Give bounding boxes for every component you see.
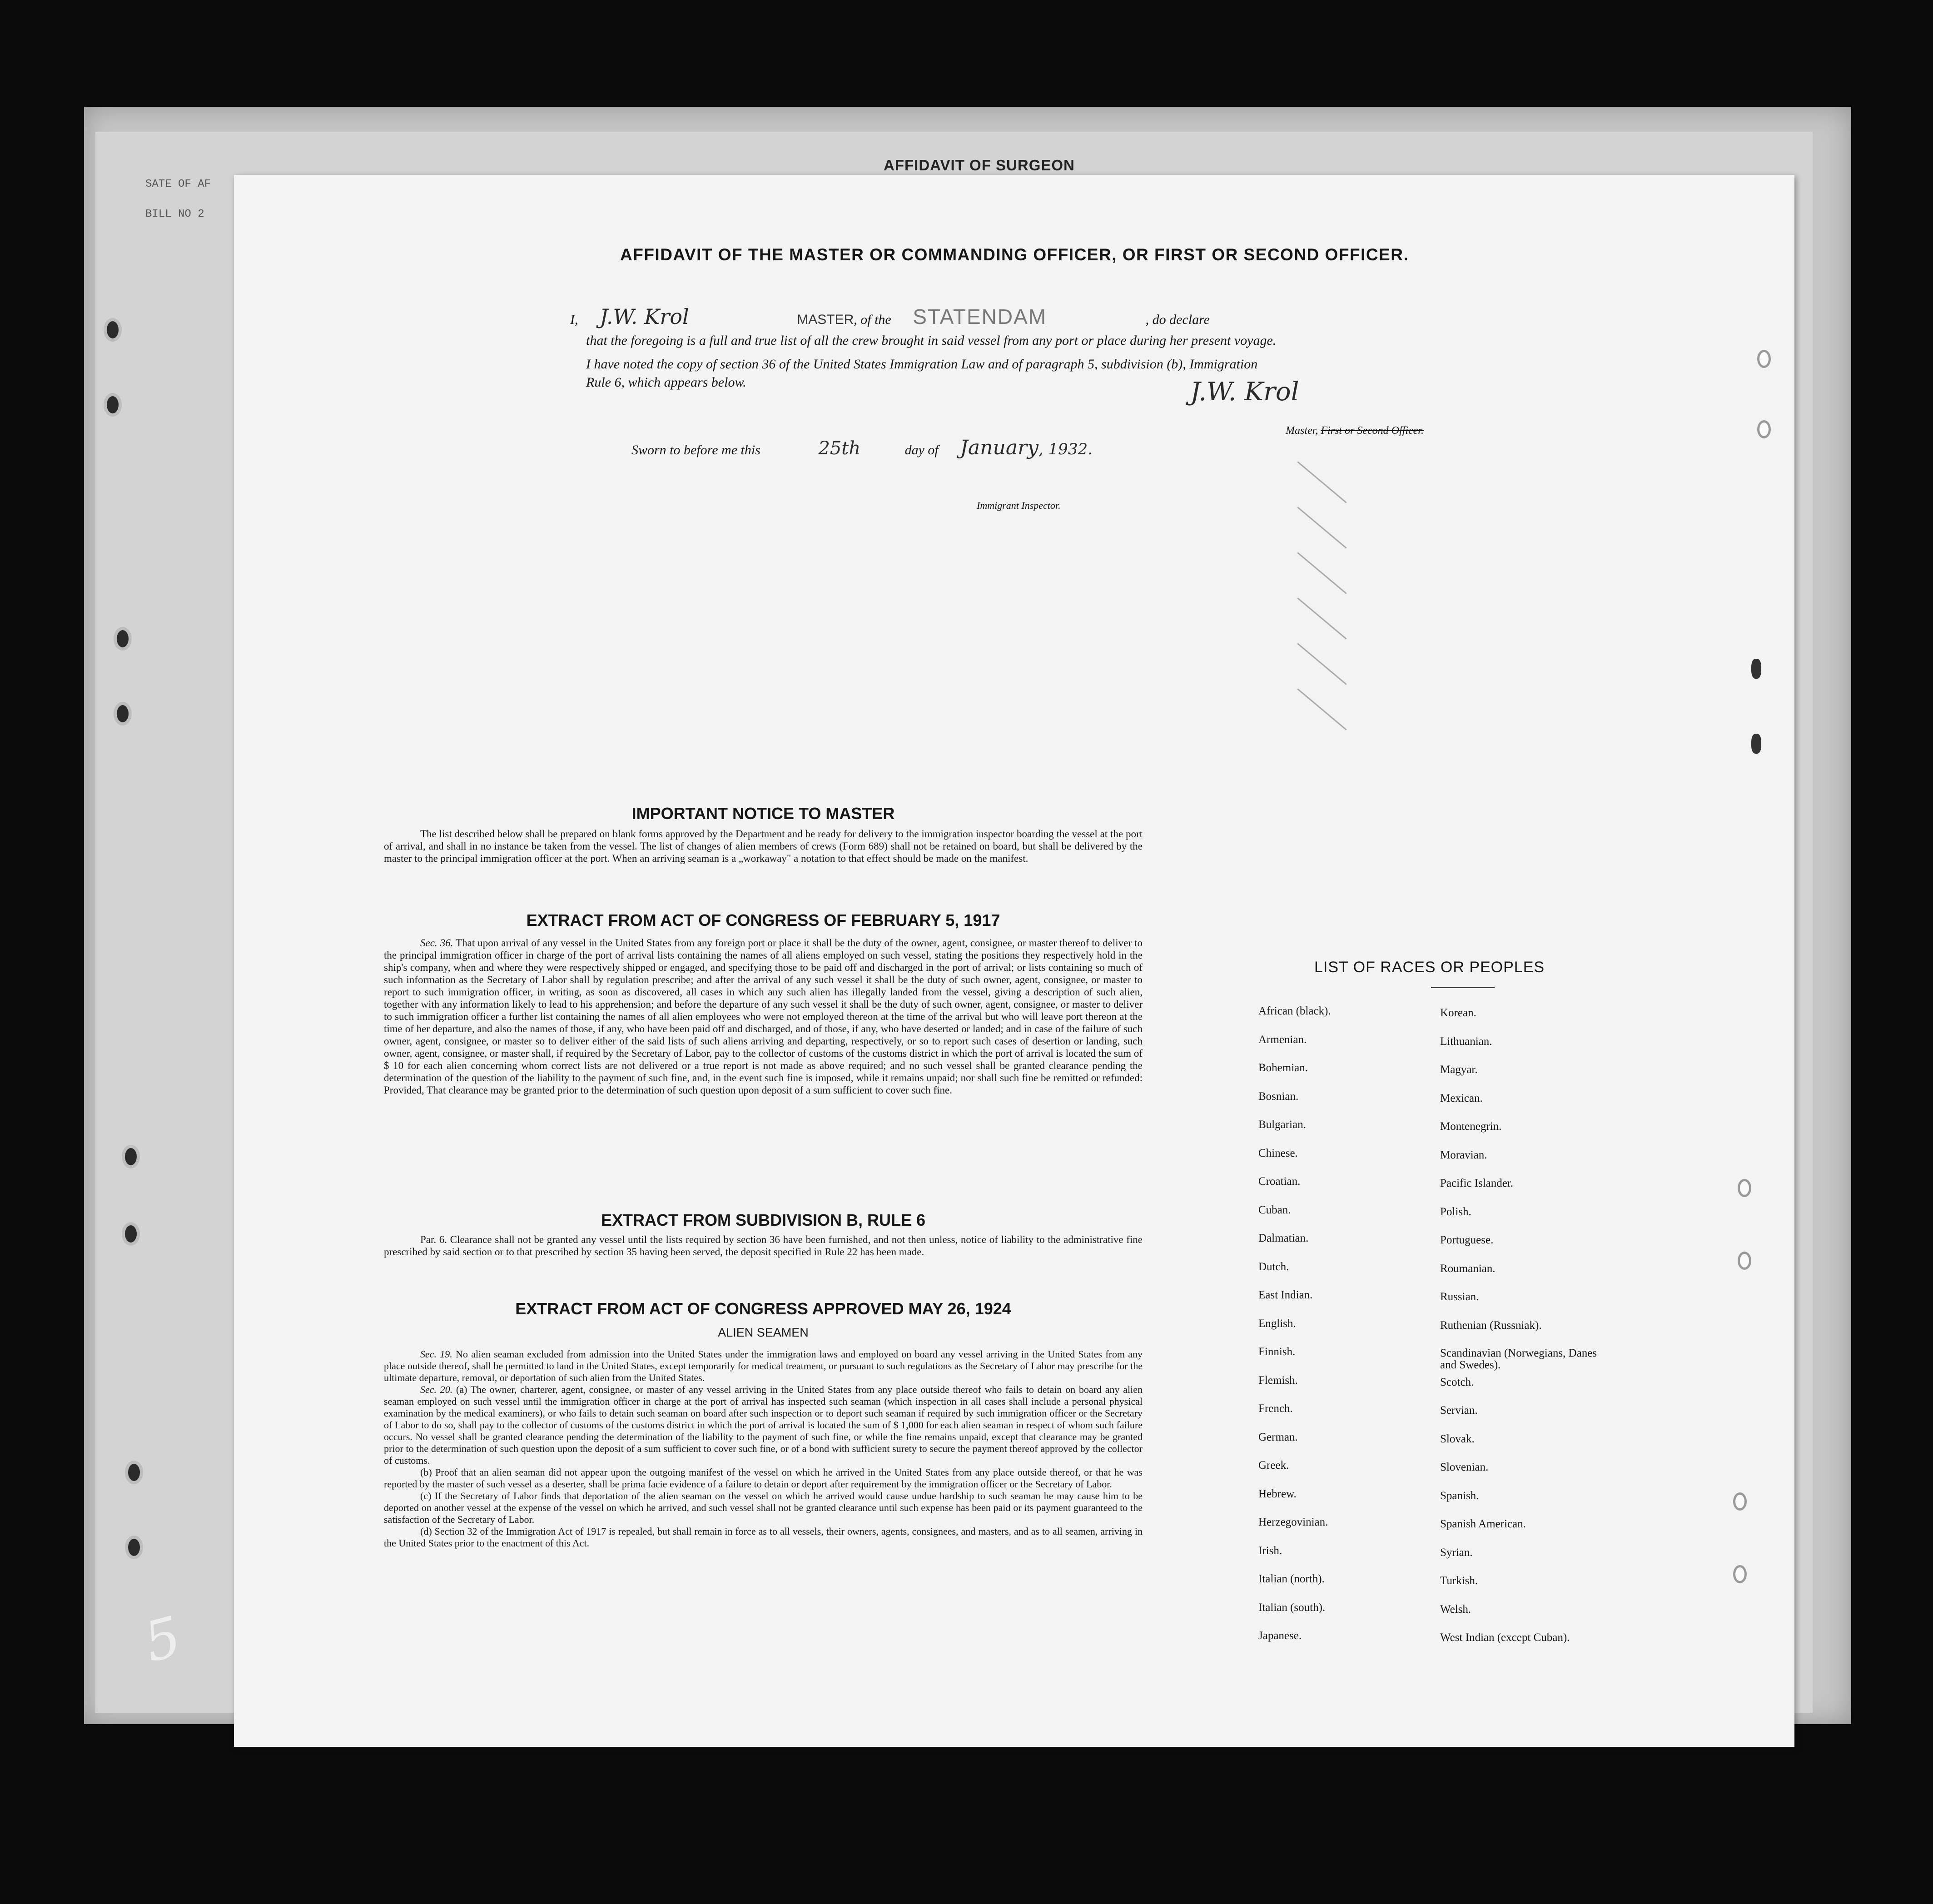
race-item: Croatian. <box>1258 1175 1301 1188</box>
of-the-label: , of the <box>854 312 891 327</box>
race-item: Slovak. <box>1440 1432 1475 1445</box>
race-item: Montenegrin. <box>1440 1120 1502 1133</box>
races-title-rule <box>1431 987 1495 988</box>
binder-hole-icon <box>104 318 122 342</box>
binder-hole-icon <box>1733 1565 1747 1583</box>
sworn-year: , 1932. <box>1038 440 1093 458</box>
race-item: Greek. <box>1258 1459 1289 1471</box>
sec-20a-para <box>384 1384 1143 1467</box>
inspector-caption: Immigrant Inspector. <box>977 500 1061 511</box>
race-item: Bosnian. <box>1258 1090 1299 1103</box>
race-item: Spanish American. <box>1440 1518 1526 1530</box>
race-item: Bulgarian. <box>1258 1119 1306 1131</box>
sec-20d-para: (d) Section 32 of the Immigration Act of 1917 is repealed, but shall remain in force as to all vessels, their owners, agents, consignees, and masters, and as to all seamen, arriving in the United States prior to the enactment of this Act. <box>384 1526 1143 1549</box>
signature-caption-master: Master, <box>1286 425 1318 437</box>
race-item: East Indian. <box>1258 1289 1313 1301</box>
race-item: Spanish. <box>1440 1489 1479 1502</box>
sec-20c-para: (c) If the Secretary of Labor finds that deportation of the alien seaman on the vessel on which he arrived would cause undue hardship to such seaman he may cause him to be deported on another vessel at the expense of the vessel on which he arrived, and such vessel shall not be granted clearance until such expense has been paid or its payment guaranteed to the satisfaction of the Secretary of Labor. <box>384 1490 1143 1525</box>
race-item: Roumanian. <box>1440 1262 1496 1275</box>
under-stamp-line-2: BILL NO 2 <box>145 208 204 220</box>
race-item: Portuguese. <box>1440 1234 1494 1246</box>
sec-19-label: Sec. 19. <box>420 1348 452 1360</box>
binder-hole-icon <box>1738 1252 1751 1270</box>
binder-hole-icon <box>1733 1492 1747 1511</box>
par-6-label: Par. 6. <box>420 1234 447 1245</box>
sworn-day-of: day of <box>904 442 939 457</box>
rank-printed: MASTER <box>797 312 854 327</box>
sworn-prefix: Sworn to before me this <box>631 442 760 457</box>
surgeon-affidavit-title: AFFIDAVIT OF SURGEON <box>884 157 1075 174</box>
sworn-month: January <box>960 436 1039 459</box>
race-item: Syrian. <box>1440 1546 1473 1559</box>
vessel-name: STATENDAM <box>913 305 1047 328</box>
binder-hole-icon <box>104 393 122 417</box>
race-item: Bohemian. <box>1258 1062 1308 1074</box>
race-item: Hebrew. <box>1258 1487 1297 1500</box>
race-item: Scotch. <box>1440 1376 1474 1388</box>
race-item: Lithuanian. <box>1440 1035 1492 1048</box>
race-item: Japanese. <box>1258 1630 1302 1642</box>
race-item: Korean. <box>1440 1007 1476 1019</box>
race-item: African (black). <box>1258 1005 1331 1017</box>
race-item: English. <box>1258 1317 1296 1330</box>
sec-36-label: Sec. 36. <box>420 937 453 949</box>
race-item: Welsh. <box>1440 1603 1471 1616</box>
important-notice-title: IMPORTANT NOTICE TO MASTER <box>631 804 895 823</box>
race-item: Moravian. <box>1440 1148 1487 1161</box>
binder-hole-icon <box>125 1461 143 1484</box>
binder-hole-icon <box>1757 350 1771 368</box>
sec-20b-para: (b) Proof that an alien seaman did not appear upon the outgoing manifest of the vessel on which he arrived in the United States from any place outside thereof, or that he was reported by the master of such vessel as a deserter, shall be prima facie evidence of a failure to detain or deport after requirement by the immigration officer or the Secretary of Labor. <box>384 1467 1143 1490</box>
race-item: Finnish. <box>1258 1346 1296 1358</box>
race-item: Chinese. <box>1258 1147 1298 1159</box>
race-item: Ruthenian (Russniak). <box>1440 1319 1542 1332</box>
race-item: Mexican. <box>1440 1092 1483 1104</box>
affidavit-line-1-prefix: I, <box>570 312 578 327</box>
extract-rule6-text <box>384 1233 1143 1258</box>
race-item: Cuban. <box>1258 1203 1291 1216</box>
binder-hole-icon <box>114 627 132 651</box>
race-item: Russian. <box>1440 1291 1479 1303</box>
race-item: Italian (south). <box>1258 1601 1326 1614</box>
affidavit-title: AFFIDAVIT OF THE MASTER OR COMMANDING OFFICER, OR FIRST OR SECOND OFFICER. <box>620 245 1409 264</box>
master-signature <box>1190 377 1381 432</box>
affidavit-line-3: I have noted the copy of section 36 of the United States Immigration Law and of paragraph 5, subdivision (b), Immigration <box>586 357 1258 372</box>
binder-hole-icon <box>1757 420 1771 438</box>
margin-handwriting: 5 <box>138 1605 188 1675</box>
race-item: French. <box>1258 1402 1293 1415</box>
binder-hole-icon <box>114 702 132 726</box>
sec-20a-body: (a) The owner, charterer, agent, consignee, or master of any vessel arriving in the United States from any place outside thereof who fails to detain on board any alien seaman employed on such vessel until the immigration officer in charge at the port of arrival has inspected such seaman (which inspection in all cases shall include a personal physical examination by the medical examiners), or who fails to detain such seaman on board after such inspection or to deport such seaman if required by such immigration officer or the Secretary of Labor to do so, shall pay to the collector of customs of the customs district in which the port of arrival is located the sum of $ 1,000 for each alien seaman in respect of whom such failure occurs. No vessel shall be granted clearance pending the determination of the liability to the payment of such fine, or while the fine remains unpaid, except that clearance may be granted prior to the determination of such question upon the deposit of a sum sufficient to cover such fine, or of a bond with sufficient surety to secure the payment thereof approved by the collector of customs. <box>384 1384 1143 1466</box>
race-item: German. <box>1258 1431 1298 1443</box>
extract-1924-subtitle: ALIEN SEAMEN <box>718 1326 809 1339</box>
race-item: Polish. <box>1440 1205 1471 1218</box>
extract-rule6-title: EXTRACT FROM SUBDIVISION B, RULE 6 <box>601 1211 926 1229</box>
sec-19-body: No alien seaman excluded from admission into the United States under the immigration laws and employed on board any vessel arriving in the United States from any place outside thereof, shall be permitted to land in the United States, except temporarily for medical treatment, or pursuant to such regulations as the Secretary of Labor may prescribe for the ultimate departure, removal, or deportation of such alien from the United States. <box>384 1348 1143 1383</box>
binder-hole-icon <box>1751 734 1761 754</box>
race-item: Herzegovinian. <box>1258 1516 1328 1528</box>
master-name: J.W. Krol <box>600 304 689 329</box>
binder-hole-icon <box>125 1536 143 1559</box>
sec-19-para <box>384 1348 1143 1384</box>
race-item: Magyar. <box>1440 1064 1478 1076</box>
race-item: Dutch. <box>1258 1260 1289 1273</box>
do-declare-label: , do declare <box>1145 312 1210 327</box>
signature-caption <box>1286 425 1424 437</box>
races-title: LIST OF RACES OR PEOPLES <box>1314 959 1545 976</box>
affidavit-line-4: Rule 6, which appears below. <box>586 375 746 390</box>
extract-1917-title: EXTRACT FROM ACT OF CONGRESS OF FEBRUARY 5, 1917 <box>526 911 1000 930</box>
race-item: Armenian. <box>1258 1033 1307 1046</box>
important-notice-text: The list described below shall be prepared on blank forms approved by the Department and be ready for delivery to the immigration inspector boarding the vessel at the port of arrival, and shall in no instance be taken from the vessel. The list of changes of alien members of crews (Form 689) shall not be retained on board, but shall be delivered by the master to the principal immigration officer at the port. When an arriving seaman is a „workaway" a notation to that effect should be made on the manifest. <box>384 828 1143 864</box>
race-item: Irish. <box>1258 1544 1282 1557</box>
signature-text: J.W. Krol <box>1190 377 1299 407</box>
sec-20-label: Sec. 20. <box>420 1384 453 1395</box>
race-item: Flemish. <box>1258 1374 1298 1387</box>
sworn-day: 25th <box>818 438 861 459</box>
race-item: Dalmatian. <box>1258 1232 1309 1244</box>
signature-caption-struck: First or Second Officer. <box>1321 425 1424 437</box>
affidavit-line-1 <box>570 304 1479 329</box>
under-stamp-line-1: SATE OF AF <box>145 178 211 190</box>
race-item: Italian (north). <box>1258 1573 1325 1585</box>
sec-36-body: That upon arrival of any vessel in the United States from any foreign port or place it shall be the duty of the owner, agent, consignee, or master thereof to deliver to the principal immigration officer in charge of the port of arrival lists containing the names of all aliens employed on such vessel, stating the positions they respectively hold in the ship's company, when and where they were respectively shipped or engaged, and specifying those to be paid off and discharged in the port of arrival; or lists containing so much of such information as the Secretary of Labor shall by regulation prescribe; and after the arrival of any such vessel it shall be the duty of such owner, agent, consignee, or master to report to such immigration officer, in writing, as soon as discovered, all cases in which any such alien has illegally landed from the vessel, giving a description of such alien, together with any information likely to lead to his apprehension; and before the departure of any such vessel it shall be the duty of such owner, agent, consignee, or master to deliver to such immigration officer a further list containing the names of all alien employees who were not employed thereon at the time of the arrival but who will leave port thereon at the time of her departure, and also the names of those, if any, who have been paid off and discharged, and of those, if any, who have deserted or landed; and in case of the failure of such owner, agent, consignee, or master so to deliver either of the said lists of such aliens arriving and departing, respectively, or so to report such cases of desertion or landing, such owner, agent, consignee, or master shall, if required by the Secretary of Labor, pay to the collector of customs of the customs district in which the port of arrival is located the sum of $ 10 for each alien concerning whom correct lists are not delivered or a true report is not made as above required; and no such vessel shall be granted clearance pending the determination of the question of the liability to the payment of such fine, and, in the event such fine is imposed, while it remains unpaid; nor shall such fine be remitted or refunded: Provided, That clearance may be granted prior to the determination of such question upon deposit of a sum sufficient to cover such fine. <box>384 937 1143 1096</box>
binder-hole-icon <box>1738 1179 1751 1197</box>
affidavit-line-2: that the foregoing is a full and true list of all the crew brought in said vessel from any port or place during her present voyage. <box>586 333 1277 348</box>
race-item: Scandinavian (Norwegians, Danes and Swedes). <box>1440 1347 1597 1371</box>
binder-hole-icon <box>122 1145 140 1168</box>
binder-hole-icon <box>1751 659 1761 679</box>
race-item: Turkish. <box>1440 1575 1478 1587</box>
sworn-line <box>631 436 1267 459</box>
race-item: Pacific Islander. <box>1440 1177 1514 1189</box>
binder-hole-icon <box>122 1222 140 1246</box>
extract-1917-text <box>384 937 1143 1096</box>
extract-1924-body <box>384 1348 1143 1549</box>
extract-1924-title: EXTRACT FROM ACT OF CONGRESS APPROVED MAY 26, 1924 <box>515 1299 1011 1318</box>
race-item: West Indian (except Cuban). <box>1440 1631 1570 1644</box>
race-item: Slovenian. <box>1440 1461 1489 1473</box>
race-item: Servian. <box>1440 1404 1478 1417</box>
par-6-body: Clearance shall not be granted any vessel until the lists required by section 36 have been furnished, and not then unless, notice of liability to the administrative fine prescribed by said section or to that prescribed by section 35 having been served, the deposit specified in Rule 22 has been made. <box>384 1234 1143 1258</box>
